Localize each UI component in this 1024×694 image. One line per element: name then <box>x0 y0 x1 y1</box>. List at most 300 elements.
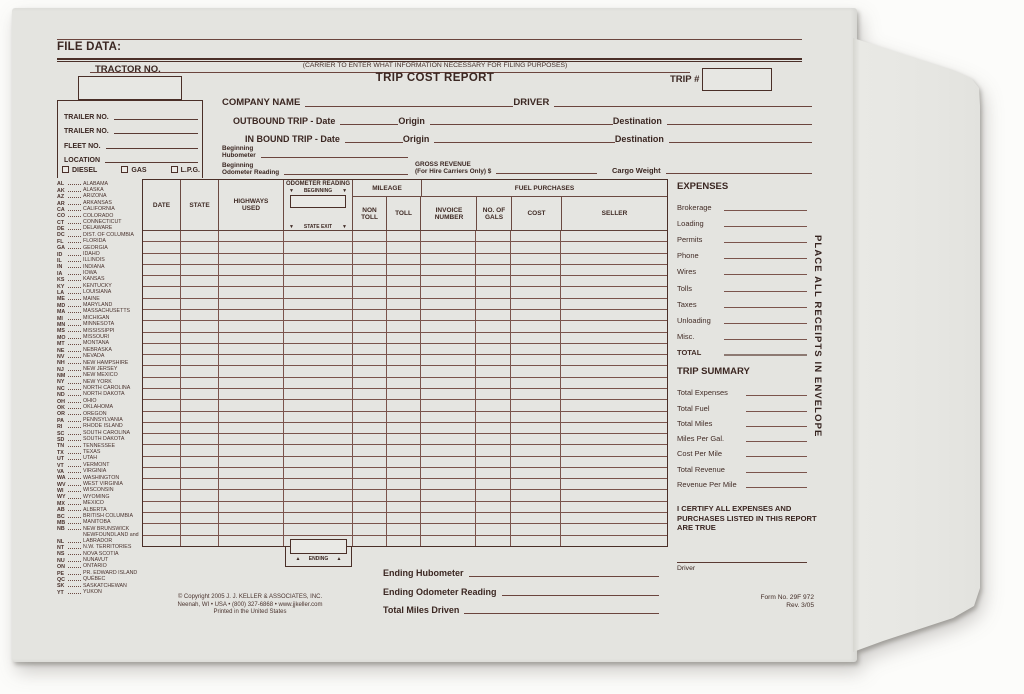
state-name: ARKANSAS <box>83 199 112 206</box>
table-row <box>143 513 667 524</box>
total-miles-driven-label: Total Miles Driven <box>383 605 460 615</box>
table-row <box>143 490 667 501</box>
gross-revenue-blank <box>496 173 597 174</box>
table-cell <box>476 231 511 241</box>
table-cell <box>511 502 561 512</box>
summary-blank-line <box>746 395 807 396</box>
table-cell <box>476 242 511 252</box>
dotted-leader <box>68 303 81 307</box>
odometer-state-exit-caption: ▼ STATE EXIT ▼ <box>288 224 347 230</box>
table-cell <box>143 389 181 399</box>
table-cell <box>387 434 421 444</box>
table-cell <box>219 321 284 331</box>
table-cell <box>476 321 511 331</box>
table-cell <box>476 457 511 467</box>
summary-blank-line <box>746 487 807 488</box>
table-cell <box>219 366 284 376</box>
table-cell <box>143 231 181 241</box>
ending-odometer-blank <box>502 595 659 596</box>
table-cell <box>387 378 421 388</box>
fuel-type-option <box>121 166 146 174</box>
field-label: LOCATION <box>64 157 101 164</box>
dotted-leader <box>68 551 81 555</box>
table-cell <box>219 445 284 455</box>
table-cell <box>561 536 667 546</box>
col-header-toll: TOLL <box>387 197 421 230</box>
table-cell <box>511 265 561 275</box>
beginning-odometer-blank <box>284 174 408 175</box>
trip-summary-item <box>677 413 807 428</box>
table-cell <box>421 276 476 286</box>
table-cell <box>219 378 284 388</box>
fuel-type-checkboxes <box>62 166 200 174</box>
state-name: IOWA <box>83 270 97 277</box>
table-cell <box>511 479 561 489</box>
table-cell <box>181 355 219 365</box>
dotted-leader <box>68 360 81 364</box>
expense-label: Phone <box>677 251 699 261</box>
expense-item <box>677 212 807 228</box>
table-cell <box>511 321 561 331</box>
state-code: NB <box>57 526 65 533</box>
state-name: KANSAS <box>83 276 105 283</box>
state-code: NU <box>57 557 65 564</box>
state-code: AK <box>57 187 65 194</box>
dotted-leader <box>68 277 81 281</box>
driver-signature-label: Driver <box>677 565 696 572</box>
field-blank-line <box>106 148 198 149</box>
table-cell <box>284 276 353 286</box>
table-cell <box>353 389 387 399</box>
state-code: TX <box>57 449 64 456</box>
table-cell <box>387 344 421 354</box>
state-code: DE <box>57 226 65 233</box>
table-cell <box>143 333 181 343</box>
state-code: CO <box>57 213 65 220</box>
dotted-leader <box>68 348 81 352</box>
dotted-leader <box>68 220 81 224</box>
table-cell <box>219 231 284 241</box>
expense-label: Tolls <box>677 283 693 293</box>
field-blank-line <box>114 133 198 134</box>
state-name: ALABAMA <box>83 180 109 187</box>
table-cell <box>284 400 353 410</box>
state-name: NEW BRUNSWICK <box>83 525 130 532</box>
state-code: ON <box>57 564 65 571</box>
dotted-leader <box>68 245 81 249</box>
trip-summary-item <box>677 443 807 458</box>
field-blank-line <box>105 162 198 163</box>
dotted-leader <box>68 463 81 467</box>
table-cell <box>421 445 476 455</box>
state-name: WYOMING <box>83 493 110 500</box>
expense-label: Unloading <box>677 315 711 325</box>
dotted-leader <box>68 213 81 217</box>
table-cell <box>143 265 181 275</box>
table-cell <box>219 423 284 433</box>
state-code: FL <box>57 238 64 245</box>
state-name: WISCONSIN <box>83 487 114 494</box>
table-cell <box>387 254 421 264</box>
table-cell <box>561 490 667 500</box>
table-cell <box>511 333 561 343</box>
table-cell <box>143 254 181 264</box>
table-cell <box>511 524 561 534</box>
triangle-down-icon: ▼ <box>288 224 294 230</box>
state-name: SOUTH CAROLINA <box>83 429 131 436</box>
table-row <box>143 276 667 287</box>
table-cell <box>284 412 353 422</box>
table-cell <box>561 265 667 275</box>
dotted-leader <box>68 475 81 479</box>
summary-blank-line <box>746 441 807 442</box>
dotted-leader <box>68 583 81 587</box>
table-cell <box>284 468 353 478</box>
state-code: IL <box>57 258 62 265</box>
table-cell <box>476 355 511 365</box>
table-cell <box>387 231 421 241</box>
state-name: NEW YORK <box>83 378 112 385</box>
table-cell <box>353 265 387 275</box>
table-cell <box>561 513 667 523</box>
col-header-highways-used: HIGHWAYS USED <box>219 180 284 230</box>
table-cell <box>387 423 421 433</box>
beginning-odometer-row <box>222 160 408 176</box>
state-code: LA <box>57 289 65 296</box>
table-cell <box>421 333 476 343</box>
state-code: AZ <box>57 194 65 201</box>
dotted-leader <box>68 354 81 358</box>
table-cell <box>511 400 561 410</box>
table-cell <box>561 366 667 376</box>
state-name: NORTH DAKOTA <box>83 391 125 398</box>
expense-item <box>677 325 807 341</box>
table-cell <box>421 344 476 354</box>
field-label: TRAILER NO. <box>64 128 109 135</box>
dotted-leader <box>68 226 81 230</box>
table-cell <box>353 400 387 410</box>
state-name: WEST VIRGINIA <box>83 480 123 487</box>
table-cell <box>143 321 181 331</box>
expense-blank-line <box>724 210 807 211</box>
table-cell <box>511 310 561 320</box>
col-header-state: STATE <box>181 180 219 230</box>
outbound-trip-label: OUTBOUND TRIP - Date <box>233 116 336 126</box>
dotted-leader <box>68 188 81 192</box>
ending-odometer-label: Ending Odometer Reading <box>383 587 497 597</box>
table-cell <box>387 490 421 500</box>
dotted-leader <box>68 507 81 511</box>
table-cell <box>476 468 511 478</box>
table-cell <box>476 366 511 376</box>
triangle-down-icon: ▼ <box>342 224 347 230</box>
state-code: PE <box>57 570 65 577</box>
state-name: NORTH CAROLINA <box>83 385 131 392</box>
col-header-seller: SELLER <box>601 210 628 217</box>
state-name: MEXICO <box>83 500 104 507</box>
table-cell <box>421 242 476 252</box>
table-cell <box>476 434 511 444</box>
table-cell <box>143 355 181 365</box>
fuel-type-label: DIESEL <box>72 167 98 174</box>
table-cell <box>561 434 667 444</box>
table-cell <box>143 412 181 422</box>
table-cell <box>421 231 476 241</box>
table-cell <box>284 423 353 433</box>
trip-summary-item <box>677 382 807 397</box>
state-name: DELAWARE <box>83 225 113 232</box>
dotted-leader <box>68 577 81 581</box>
expense-label: Taxes <box>677 299 697 309</box>
table-cell <box>476 254 511 264</box>
table-cell <box>511 344 561 354</box>
state-code: PA <box>57 417 64 424</box>
table-cell <box>143 468 181 478</box>
dotted-leader <box>68 258 81 262</box>
company-name-blank <box>305 106 513 107</box>
col-header-non-toll: NON TOLL <box>353 197 387 230</box>
table-cell <box>387 513 421 523</box>
summary-label: Total Miles <box>677 418 713 428</box>
table-cell <box>561 479 667 489</box>
table-cell <box>421 490 476 500</box>
table-cell <box>561 378 667 388</box>
col-header-invoice-number: INVOICE NUMBER <box>422 197 477 230</box>
table-cell <box>284 310 353 320</box>
table-cell <box>353 344 387 354</box>
dotted-leader <box>68 252 81 256</box>
state-name: CONNECTICUT <box>83 218 122 225</box>
table-cell <box>181 536 219 546</box>
dotted-leader <box>68 399 81 403</box>
table-cell <box>511 254 561 264</box>
table-cell <box>353 310 387 320</box>
state-code: GA <box>57 245 65 252</box>
state-code: NC <box>57 385 65 392</box>
summary-blank-line <box>746 411 807 412</box>
table-cell <box>353 254 387 264</box>
table-cell <box>476 513 511 523</box>
table-cell <box>421 502 476 512</box>
ending-hubometer-blank <box>469 576 660 577</box>
table-cell <box>387 524 421 534</box>
field-label: FLEET NO. <box>64 142 101 150</box>
table-cell <box>511 355 561 365</box>
table-cell <box>219 333 284 343</box>
summary-label: Miles Per Gal. <box>677 434 725 444</box>
table-cell <box>511 423 561 433</box>
state-name: FLORIDA <box>83 238 106 245</box>
dotted-leader <box>68 590 81 594</box>
table-cell <box>387 412 421 422</box>
state-code: SD <box>57 436 65 443</box>
table-cell <box>284 389 353 399</box>
table-row <box>143 434 667 445</box>
table-cell <box>387 457 421 467</box>
state-name: NEW MEXICO <box>83 372 118 379</box>
table-cell <box>387 321 421 331</box>
checkbox-icon <box>171 166 178 173</box>
expense-item <box>677 244 807 260</box>
table-cell <box>353 445 387 455</box>
table-cell <box>511 389 561 399</box>
summary-blank-line <box>746 472 807 473</box>
table-cell <box>476 400 511 410</box>
dotted-leader <box>68 456 81 460</box>
table-row <box>143 287 667 298</box>
state-code: CT <box>57 219 65 226</box>
dotted-leader <box>68 501 81 505</box>
expense-item <box>677 293 807 309</box>
dotted-leader <box>68 431 81 435</box>
state-code: MX <box>57 500 65 507</box>
vehicle-info-fields <box>64 106 198 164</box>
state-name: OKLAHOMA <box>83 404 114 411</box>
table-cell <box>476 344 511 354</box>
state-name: COLORADO <box>83 212 114 219</box>
trip-no-label: TRIP # <box>670 74 700 85</box>
table-cell <box>219 242 284 252</box>
state-code: WY <box>57 494 66 501</box>
table-cell <box>284 479 353 489</box>
state-code: YT <box>57 589 64 596</box>
state-code: NM <box>57 373 66 380</box>
checkbox-icon <box>121 166 128 173</box>
state-name: VIRGINIA <box>83 468 107 475</box>
table-cell <box>511 536 561 546</box>
state-name: ILLINOIS <box>83 257 105 264</box>
expense-blank-line <box>724 339 807 340</box>
table-cell <box>181 333 219 343</box>
table-cell <box>511 287 561 297</box>
beginning-hubometer-label: Beginning Hubometer <box>222 145 256 159</box>
table-cell <box>284 490 353 500</box>
dotted-leader <box>68 284 81 288</box>
dotted-leader <box>68 386 81 390</box>
table-cell <box>219 400 284 410</box>
col-group-mileage <box>353 180 422 230</box>
table-cell <box>284 242 353 252</box>
table-cell <box>511 242 561 252</box>
table-cell <box>353 468 387 478</box>
trip-summary-item <box>677 428 807 443</box>
state-code: SK <box>57 583 65 590</box>
state-legend-item <box>57 532 145 544</box>
table-cell <box>181 389 219 399</box>
expense-item <box>677 276 807 292</box>
table-cell <box>476 299 511 309</box>
state-name: MARYLAND <box>83 302 113 309</box>
table-cell <box>181 310 219 320</box>
gross-revenue-row <box>415 158 597 175</box>
state-name: N.W. TERRITORIES <box>83 544 132 551</box>
dotted-leader <box>68 296 81 300</box>
table-cell <box>219 434 284 444</box>
table-row <box>143 536 667 546</box>
table-cell <box>511 378 561 388</box>
state-name: OREGON <box>83 410 107 417</box>
cargo-weight-row <box>612 163 812 175</box>
state-name: MASSACHUSETTS <box>83 308 131 315</box>
table-cell <box>143 299 181 309</box>
table-cell <box>219 536 284 546</box>
state-name: NEW HAMPSHIRE <box>83 359 129 366</box>
state-code: ND <box>57 392 65 399</box>
table-cell <box>353 536 387 546</box>
state-code: VA <box>57 468 64 475</box>
table-cell <box>181 321 219 331</box>
table-cell <box>476 265 511 275</box>
trip-cost-report-form <box>12 8 857 662</box>
trip-summary-item <box>677 458 807 473</box>
state-name: OHIO <box>83 397 97 404</box>
table-cell <box>353 333 387 343</box>
table-cell <box>476 389 511 399</box>
state-name: INDIANA <box>83 263 105 270</box>
destination-label: Destination <box>612 116 662 126</box>
state-name: NOVA SCOTIA <box>83 550 119 557</box>
state-name: SASKATCHEWAN <box>83 582 127 589</box>
dotted-leader <box>68 290 81 294</box>
table-cell <box>561 468 667 478</box>
dotted-leader <box>68 526 81 530</box>
table-cell <box>219 276 284 286</box>
trip-summary-item <box>677 397 807 412</box>
table-cell <box>511 231 561 241</box>
state-name: BRITISH COLUMBIA <box>83 512 134 519</box>
table-cell <box>181 513 219 523</box>
table-cell <box>421 513 476 523</box>
table-cell <box>387 400 421 410</box>
state-name: KENTUCKY <box>83 282 112 289</box>
table-cell <box>284 502 353 512</box>
dotted-leader <box>68 373 81 377</box>
table-cell <box>353 434 387 444</box>
state-code: MB <box>57 520 66 527</box>
ending-odometer-row <box>383 585 659 597</box>
table-cell <box>387 276 421 286</box>
table-cell <box>561 231 667 241</box>
table-row <box>143 344 667 355</box>
dotted-leader <box>68 392 81 396</box>
expense-blank-line <box>724 258 807 259</box>
table-cell <box>219 389 284 399</box>
driver-label: DRIVER <box>513 97 550 108</box>
driver-blank <box>554 106 812 107</box>
dotted-leader <box>68 341 81 345</box>
table-cell <box>476 445 511 455</box>
dotted-leader <box>68 194 81 198</box>
table-cell <box>561 344 667 354</box>
table-row <box>143 400 667 411</box>
table-cell <box>181 299 219 309</box>
table-cell <box>219 468 284 478</box>
table-cell <box>511 513 561 523</box>
table-cell <box>143 344 181 354</box>
company-driver-row <box>222 95 812 108</box>
expense-blank-line <box>724 226 807 227</box>
dotted-leader <box>68 571 81 575</box>
table-cell <box>511 434 561 444</box>
table-cell <box>181 468 219 478</box>
table-cell <box>143 423 181 433</box>
table-cell <box>387 468 421 478</box>
carrier-note: (CARRIER TO ENTER WHAT INFORMATION NECESSARY FOR FILING PURPOSES) <box>302 62 568 69</box>
state-name: MONTANA <box>83 340 110 347</box>
table-cell <box>181 502 219 512</box>
file-data-label: FILE DATA: <box>57 41 122 53</box>
dotted-leader <box>68 239 81 243</box>
